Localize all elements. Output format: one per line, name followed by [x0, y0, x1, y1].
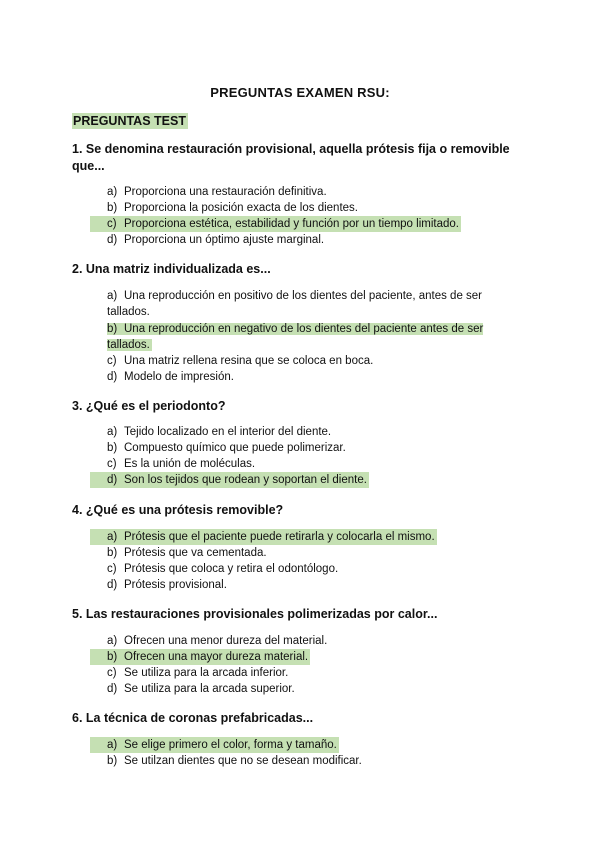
option-6b	[107, 753, 519, 769]
question-4: 4. ¿Qué es una prótesis removible?	[72, 503, 284, 517]
option-label: a)	[107, 426, 118, 438]
option-3d-correct	[107, 472, 519, 488]
option-4d	[107, 577, 519, 593]
question-5: 5. Las restauraciones provisionales polimerizadas por calor...	[72, 607, 438, 621]
option-label: c)	[107, 667, 117, 679]
option-2c	[107, 353, 519, 369]
option-4b	[107, 545, 519, 561]
option-4c	[107, 561, 519, 577]
option-label: b)	[107, 651, 118, 663]
option-text: Compuesto químico que puede polimerizar.	[124, 442, 346, 454]
option-3b	[107, 440, 519, 456]
document-title: PREGUNTAS EXAMEN RSU:	[210, 85, 390, 100]
option-label: c)	[107, 458, 117, 470]
option-text: Se utilzan dientes que no se desean modificar.	[124, 755, 362, 767]
question-1: 1. Se denomina restauración provisional, aquella prótesis fija o removible que...	[72, 142, 510, 173]
option-label: a)	[107, 290, 118, 302]
option-text: Prótesis que coloca y retira el odontólogo.	[124, 563, 339, 575]
option-5c	[107, 665, 519, 681]
option-text: Proporciona estética, estabilidad y función por un tiempo limitado.	[124, 218, 459, 230]
option-6a-correct	[107, 737, 519, 753]
option-label: b)	[107, 202, 118, 214]
option-text: Proporciona un óptimo ajuste marginal.	[124, 234, 325, 246]
option-1d	[107, 232, 519, 248]
option-5b-correct	[107, 649, 519, 665]
option-text: Una matriz rellena resina que se coloca en boca.	[124, 355, 374, 367]
option-2a	[107, 288, 519, 320]
option-text: Una reproducción en negativo de los dientes del paciente antes de ser tallados.	[107, 323, 484, 352]
option-label: d)	[107, 579, 118, 591]
option-1b	[107, 200, 519, 216]
option-text: Modelo de impresión.	[124, 371, 234, 383]
option-label: c)	[107, 355, 117, 367]
option-label: a)	[107, 531, 118, 543]
option-text: Se elige primero el color, forma y tamaño.	[124, 739, 337, 751]
option-text: Tejido localizado en el interior del diente.	[124, 426, 332, 438]
question-2: 2. Una matriz individualizada es...	[72, 262, 271, 276]
option-label: a)	[107, 739, 118, 751]
option-text: Proporciona la posición exacta de los dientes.	[124, 202, 358, 214]
option-text: Ofrecen una menor dureza del material.	[124, 635, 328, 647]
option-text: Prótesis provisional.	[124, 579, 227, 591]
section-heading: PREGUNTAS TEST	[73, 114, 186, 128]
option-3c	[107, 456, 519, 472]
option-label: b)	[107, 442, 118, 454]
option-text: Se utiliza para la arcada inferior.	[124, 667, 289, 679]
option-label: d)	[107, 371, 118, 383]
option-text: Prótesis que el paciente puede retirarla y colocarla el mismo.	[124, 531, 435, 543]
option-2b-correct	[90, 321, 522, 353]
option-label: c)	[107, 563, 117, 575]
option-5d	[107, 681, 519, 697]
option-text: Ofrecen una mayor dureza material.	[124, 651, 309, 663]
option-text: Prótesis que va cementada.	[124, 547, 267, 559]
option-text: Son los tejidos que rodean y soportan el diente.	[124, 474, 367, 486]
option-label: b)	[107, 547, 118, 559]
option-label: a)	[107, 186, 118, 198]
option-1a	[107, 184, 519, 200]
question-6: 6. La técnica de coronas prefabricadas...	[72, 711, 314, 725]
option-3a	[107, 424, 519, 440]
option-label: b)	[107, 755, 118, 767]
option-label: a)	[107, 635, 118, 647]
option-label: b)	[107, 323, 118, 335]
option-5a	[107, 633, 519, 649]
option-text: Proporciona una restauración definitiva.	[124, 186, 327, 198]
option-label: d)	[107, 474, 118, 486]
option-1c-correct	[107, 216, 519, 232]
option-text: Una reproducción en positivo de los dientes del paciente, antes de ser tallados.	[107, 290, 483, 319]
question-3: 3. ¿Qué es el periodonto?	[72, 399, 226, 413]
option-text: Se utiliza para la arcada superior.	[124, 683, 295, 695]
option-2d	[107, 369, 519, 385]
option-label: d)	[107, 683, 118, 695]
option-label: c)	[107, 218, 117, 230]
option-label: d)	[107, 234, 118, 246]
option-4a-correct	[107, 529, 519, 545]
option-text: Es la unión de moléculas.	[124, 458, 256, 470]
